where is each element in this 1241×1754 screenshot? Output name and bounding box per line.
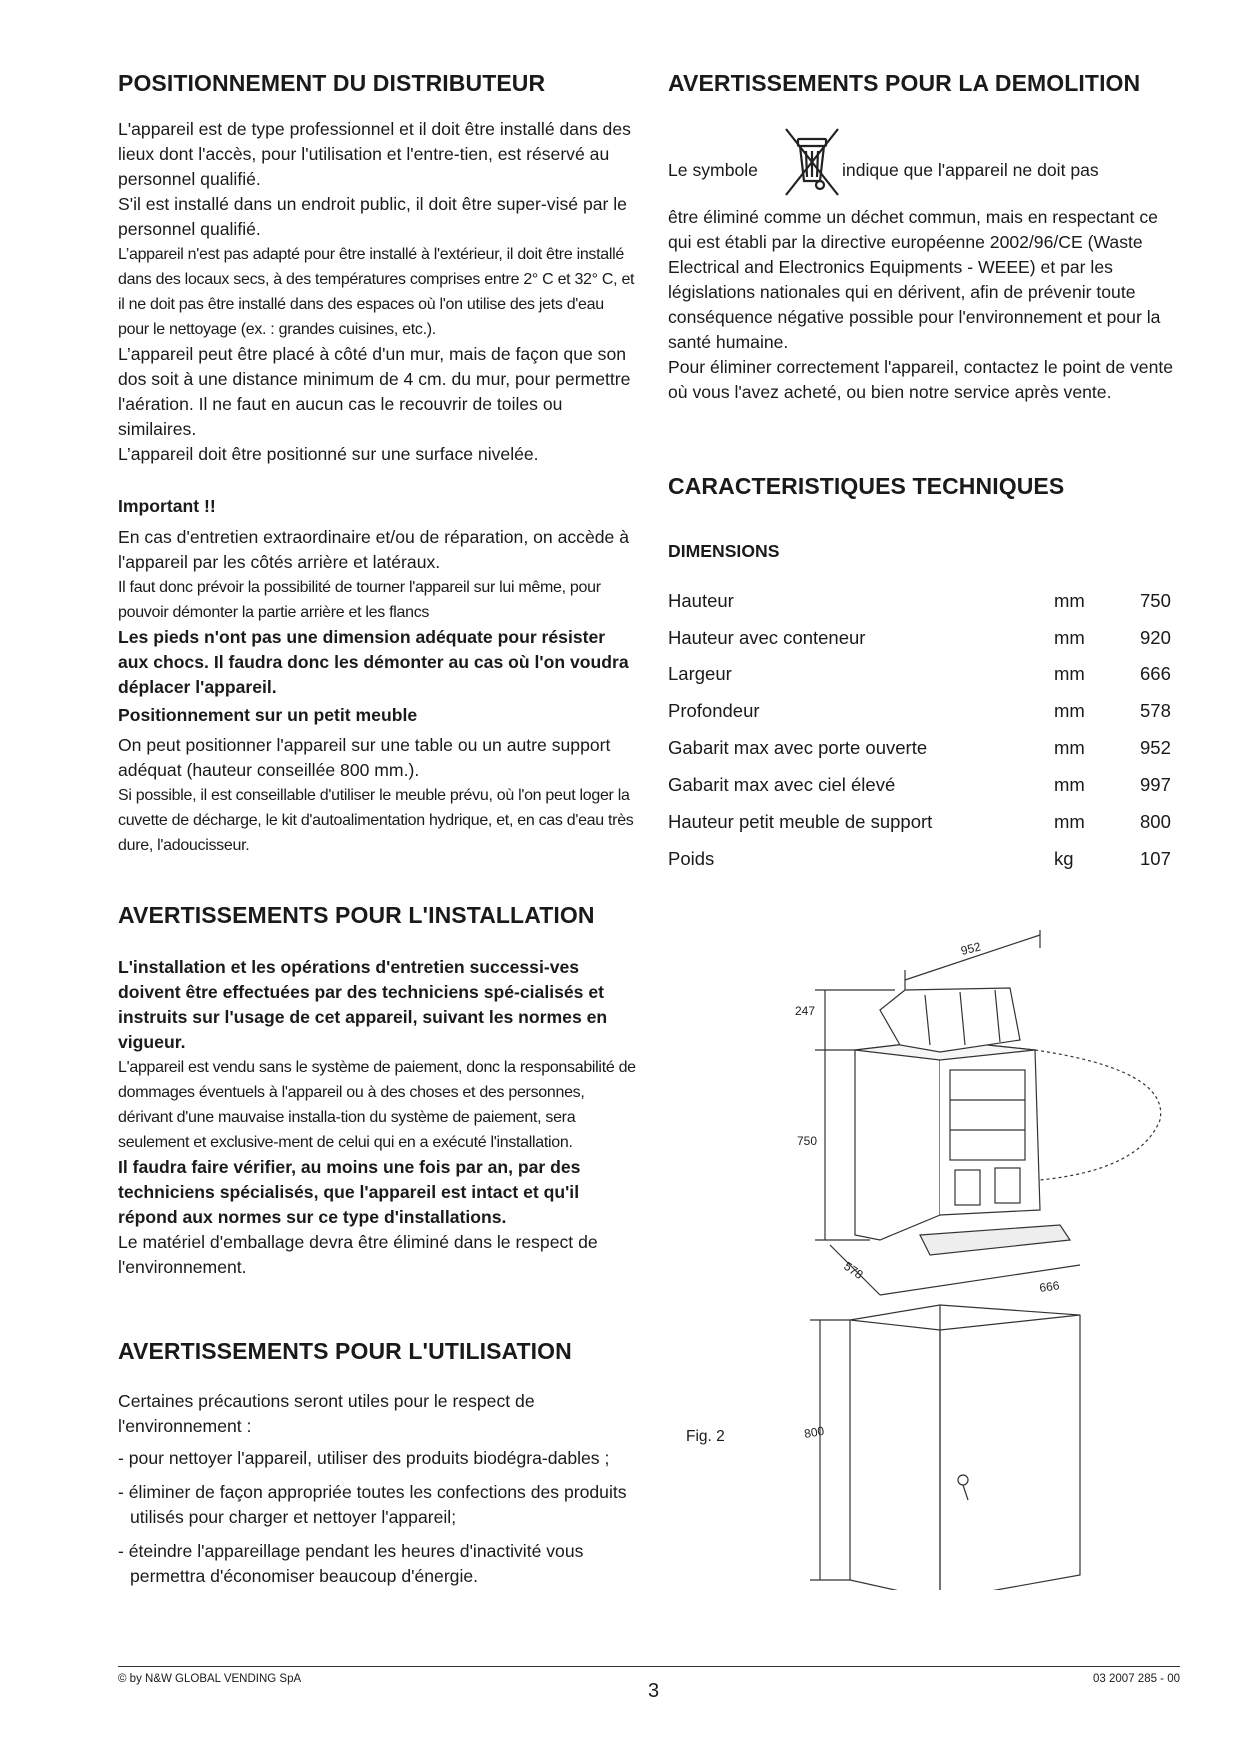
paragraph: L'appareil est vendu sans le système de paiement, donc la responsabilité de dommages éventuels à l'appareil ou à des choses et des personnes, dérivant d'une mauvaise installa-tion du système de paiement, sera seulement et exclusive-ment de celui qui en a exécuté l'installation. bbox=[118, 1059, 636, 1151]
dim-label-750: 750 bbox=[797, 1134, 818, 1148]
spec-unit: mm bbox=[1054, 700, 1085, 721]
paragraph: L’appareil peut être placé à côté d'un mur, mais de façon que son dos soit à une distance minimum de 4 cm. du mur, pour permettre l'aération. Il ne faut en aucun cas le recouvrir de toiles ou similaires. bbox=[118, 344, 631, 439]
spec-label: Gabarit max avec porte ouverte bbox=[668, 737, 928, 758]
paragraph: On peut positionner l'appareil sur une table ou un autre support adéquat (hauteur conseillée 800 mm.). bbox=[118, 735, 611, 780]
spec-value: 107 bbox=[1140, 848, 1171, 869]
dimensions-label: DIMENSIONS bbox=[668, 541, 780, 561]
paragraph: L’appareil doit être positionné sur une surface nivelée. bbox=[118, 444, 539, 464]
spec-unit: mm bbox=[1054, 590, 1085, 611]
spec-unit: mm bbox=[1054, 811, 1085, 832]
spec-unit: mm bbox=[1054, 627, 1085, 648]
spec-label: Poids bbox=[668, 848, 715, 869]
spec-label: Gabarit max avec ciel élevé bbox=[668, 774, 896, 795]
important-body bbox=[118, 525, 638, 700]
paragraph: être éliminé comme un déchet commun, mais en respectant ce qui est établi par la directive européenne 2002/96/CE (Waste Electrical and Electronics Equipments - WEEE) et par les législations nationales qui en dérivent, afin de prévenir toute conséquence négative possible pour l'environnement et pour la santé humaine. bbox=[668, 207, 1161, 352]
paragraph: Certaines précautions seront utiles pour le respect de l'environnement : bbox=[118, 1391, 535, 1436]
spec-label: Hauteur bbox=[668, 590, 734, 611]
footer-copyright: © by N&W GLOBAL VENDING SpA bbox=[118, 1673, 302, 1685]
page-number: 3 bbox=[648, 1680, 660, 1702]
installation-body bbox=[118, 955, 638, 1280]
paragraph: Pour éliminer correctement l'appareil, contactez le point de vente où vous l'avez acheté, ou bien notre service après vente. bbox=[668, 357, 1174, 402]
weee-bin-icon bbox=[776, 125, 846, 200]
paragraph: L'appareil est de type professionnel et il doit être installé dans des lieux dont l'accès, pour l'utilisation et l'entre-tien, est réservé au personnel qualifié. bbox=[118, 119, 631, 189]
paragraph: Il faut donc prévoir la possibilité de tourner l'appareil sur lui même, pour pouvoir démonter la partie arrière et les flancs bbox=[118, 579, 601, 621]
utilisation-body bbox=[118, 1389, 638, 1589]
dim-label-666: 666 bbox=[1038, 1278, 1061, 1295]
paragraph: En cas d'entretien extraordinaire et/ou de réparation, on accède à l'appareil par les côtés arrière et latéraux. bbox=[118, 527, 629, 572]
important-label: Important !! bbox=[118, 496, 216, 516]
section-title-positionnement: POSITIONNEMENT DU DISTRIBUTEUR bbox=[118, 70, 546, 96]
spec-value: 800 bbox=[1140, 811, 1171, 832]
figure-caption: Fig. 2 bbox=[686, 1428, 725, 1445]
spec-value: 750 bbox=[1140, 590, 1171, 611]
text: Le symbole bbox=[668, 160, 758, 180]
section-title-utilisation: AVERTISSEMENTS POUR L'UTILISATION bbox=[118, 1338, 572, 1364]
footer-code: 03 2007 285 - 00 bbox=[1093, 1673, 1180, 1685]
spec-row bbox=[668, 590, 1180, 620]
spec-value: 952 bbox=[1140, 737, 1171, 758]
spec-row bbox=[668, 848, 1180, 878]
bold-warning: Les pieds n'ont pas une dimension adéquate pour résister aux chocs. Il faudra donc les démonter au cas où l'on voudra déplacer l'appareil. bbox=[118, 627, 629, 697]
spec-row bbox=[668, 700, 1180, 730]
paragraph: Le matériel d'emballage devra être éliminé dans le respect de l'environnement. bbox=[118, 1232, 598, 1277]
paragraph: S'il est installé dans un endroit public, il doit être super-visé par le personnel qualifié. bbox=[118, 194, 627, 239]
spec-label: Profondeur bbox=[668, 700, 760, 721]
dim-label-952: 952 bbox=[959, 939, 983, 958]
list-item: - pour nettoyer l'appareil, utiliser des produits biodégra-dables ; bbox=[118, 1448, 610, 1468]
footer-rule bbox=[118, 1666, 1180, 1667]
spec-unit: kg bbox=[1054, 848, 1074, 869]
paragraph: L’appareil n'est pas adapté pour être installé à l'extérieur, il doit être installé dans des locaux secs, à des températures comprises entre 2° C et 32° C, et il ne doit pas être installé dans des espaces où l'on utilise des jets d'eau pour le nettoyage (ex. : grandes cuisines, etc.). bbox=[118, 246, 635, 338]
spec-row bbox=[668, 737, 1180, 767]
meuble-body bbox=[118, 733, 638, 858]
spec-row bbox=[668, 663, 1180, 693]
positionnement-body bbox=[118, 117, 638, 467]
list-item: - éteindre l'appareillage pendant les heures d'inactivité vous permettra d'économiser beaucoup d'énergie. bbox=[118, 1541, 584, 1586]
spec-row bbox=[668, 811, 1180, 841]
text: indique que l'appareil ne doit pas bbox=[842, 160, 1099, 180]
paragraph: Si possible, il est conseillable d'utiliser le meuble prévu, où l'on peut loger la cuvette de décharge, le kit d'autoalimentation hydrique, et, en cas d'eau très dure, l'adoucisseur. bbox=[118, 787, 634, 854]
section-title-installation: AVERTISSEMENTS POUR L'INSTALLATION bbox=[118, 902, 595, 928]
list-item: - éliminer de façon appropriée toutes les confections des produits utilisés pour charger et nettoyer l'appareil; bbox=[118, 1482, 627, 1527]
symbol-line-end bbox=[842, 158, 1182, 183]
spec-value: 578 bbox=[1140, 700, 1171, 721]
spec-value: 666 bbox=[1140, 663, 1171, 684]
section-title-demolition: AVERTISSEMENTS POUR LA DEMOLITION bbox=[668, 70, 1141, 96]
spec-unit: mm bbox=[1054, 737, 1085, 758]
spec-row bbox=[668, 774, 1180, 804]
spec-unit: mm bbox=[1054, 774, 1085, 795]
bold-paragraph: Il faudra faire vérifier, au moins une fois par an, par des techniciens spécialisés, que l'appareil est intact et qu'il répond aux normes sur ce type d'installations. bbox=[118, 1157, 581, 1227]
spec-label: Hauteur petit meuble de support bbox=[668, 811, 933, 832]
spec-row bbox=[668, 627, 1180, 657]
bold-paragraph: L'installation et les opérations d'entretien successi-ves doivent être effectuées par des techniciens spé-cialisés et instruits sur l'usage de cet appareil, suivant les normes en vigueur. bbox=[118, 957, 608, 1052]
dim-label-578: 578 bbox=[841, 1258, 866, 1282]
machine-dimension-drawing bbox=[790, 930, 1200, 1590]
spec-label: Largeur bbox=[668, 663, 732, 684]
spec-value: 997 bbox=[1140, 774, 1171, 795]
spec-value: 920 bbox=[1140, 627, 1171, 648]
spec-unit: mm bbox=[1054, 663, 1085, 684]
dim-label-800: 800 bbox=[803, 1423, 826, 1441]
demolition-body bbox=[668, 205, 1180, 405]
subsection-title-meuble: Positionnement sur un petit meuble bbox=[118, 705, 418, 725]
spec-label: Hauteur avec conteneur bbox=[668, 627, 866, 648]
dim-label-247: 247 bbox=[795, 1004, 816, 1018]
section-title-specs: CARACTERISTIQUES TECHNIQUES bbox=[668, 473, 1065, 499]
